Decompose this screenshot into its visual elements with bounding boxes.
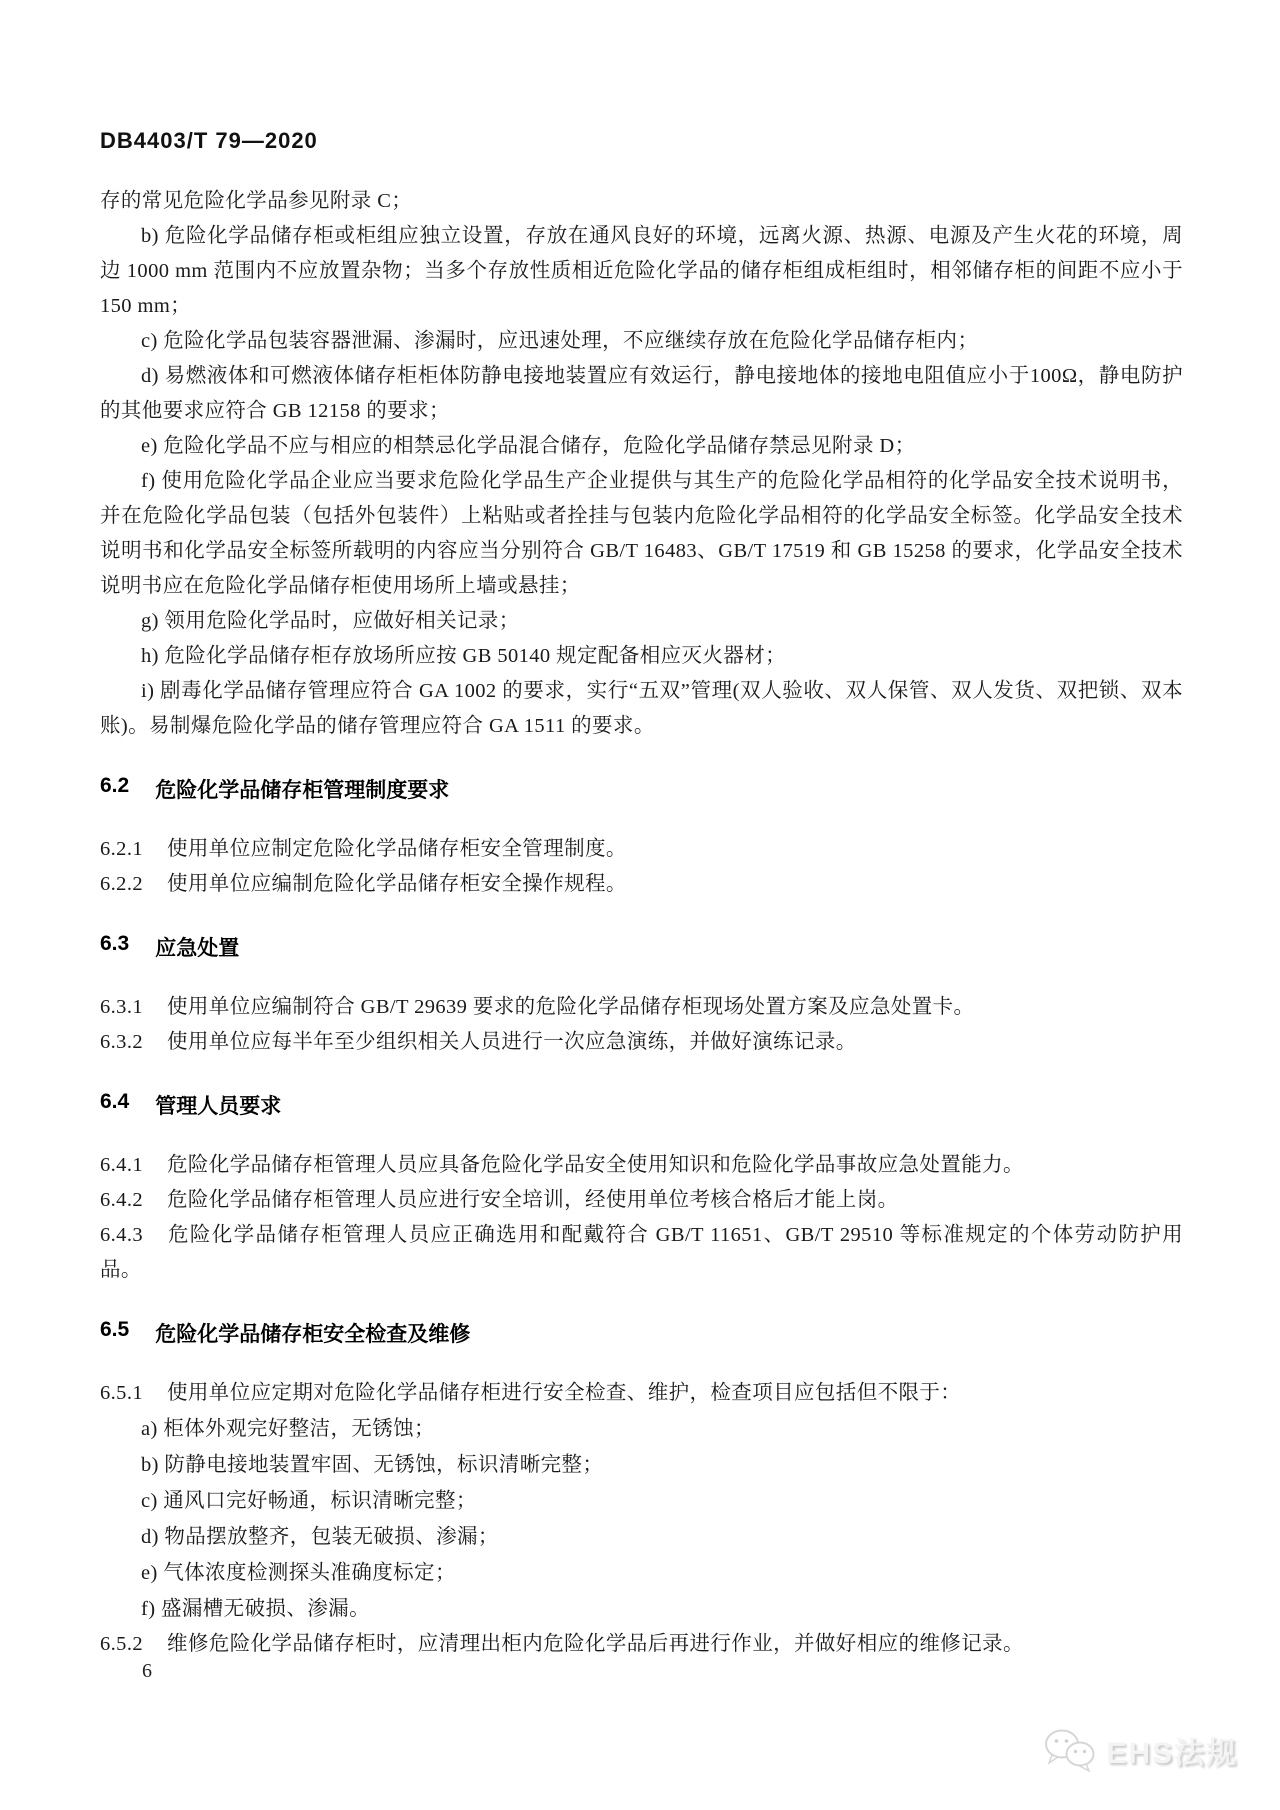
section-heading-6-5 (100, 1318, 1183, 1348)
clause-6-4-1 (100, 1148, 1183, 1183)
watermark-label: EHS法规 (1106, 1737, 1238, 1770)
list-item-e: e) 危险化学品不应与相应的相禁忌化学品混合储存，危险化学品储存禁忌见附录 D； (141, 435, 916, 457)
clause-6-5-2 (100, 1627, 1183, 1662)
clause-text: 危险化学品储存柜管理人员应具备危险化学品安全使用知识和危险化学品事故应急处置能力。 (167, 1154, 1024, 1176)
intro-paragraph: 存的常见危险化学品参见附录 C； (100, 190, 413, 212)
section-number: 6.4 (100, 1090, 130, 1113)
section-6-5-clauses (100, 1376, 1183, 1662)
section-heading-6-4 (100, 1090, 1183, 1120)
list-item-c: c) 危险化学品包装容器泄漏、渗漏时，应迅速处理，不应继续存放在危险化学品储存柜内； (141, 330, 979, 352)
list-item-d: d) 易燃液体和可燃液体储存柜柜体防静电接地装置应有效运行，静电接地体的接地电阻值应小于100Ω，静电防护的其他要求应符合 GB 12158 的要求； (100, 365, 1183, 422)
section-title: 危险化学品储存柜管理制度要求 (155, 779, 450, 802)
check-item-f: f) 盛漏槽无破损、渗漏。 (141, 1598, 370, 1620)
section-title: 管理人员要求 (155, 1095, 282, 1118)
clause-number: 6.3.2 (100, 1031, 143, 1053)
list-item-i: i) 剧毒化学品储存管理应符合 GA 1002 的要求，实行“五双”管理(双人验收、双人保管、双人发货、双把锁、双本账)。易制爆危险化学品的储存管理应符合 GA 1511 的要求。 (100, 680, 1183, 737)
section-title: 应急处置 (155, 937, 240, 960)
clause-6-2-1 (100, 832, 1183, 867)
section-number: 6.2 (100, 774, 130, 797)
clause-text: 使用单位应编制危险化学品储存柜安全操作规程。 (167, 873, 627, 895)
clause-number: 6.4.2 (100, 1189, 143, 1211)
section-6-3-clauses (100, 990, 1183, 1060)
list-item-b: b) 危险化学品储存柜或柜组应独立设置，存放在通风良好的环境，远离火源、热源、电源及产生火花的环境，周边 1000 mm 范围内不应放置杂物；当多个存放性质相近危险化学品的储存柜组成柜组时，相邻储存柜的间距不应小于 150 mm； (100, 225, 1183, 317)
clause-text: 使用单位应定期对危险化学品储存柜进行安全检查、维护，检查项目应包括但不限于： (167, 1382, 962, 1404)
clause-6-5-1 (100, 1376, 1183, 1411)
section-6-4-clauses (100, 1148, 1183, 1288)
list-item-g: g) 领用危险化学品时，应做好相关记录； (141, 610, 520, 632)
clause-6-4-3 (100, 1218, 1183, 1288)
section-heading-6-2 (100, 774, 1183, 804)
clause-number: 6.3.1 (100, 996, 143, 1018)
clause-text: 危险化学品储存柜管理人员应进行安全培训，经使用单位考核合格后才能上岗。 (167, 1189, 899, 1211)
clause-6-3-1 (100, 990, 1183, 1025)
document-number: DB4403/T 79—2020 (100, 128, 318, 153)
clause-6-4-2 (100, 1183, 1183, 1218)
clause-text: 危险化学品储存柜管理人员应正确选用和配戴符合 GB/T 11651、GB/T 29510 等标准规定的个体劳动防护用品。 (100, 1224, 1183, 1281)
clause-6-2-2 (100, 867, 1183, 902)
section-title: 危险化学品储存柜安全检查及维修 (155, 1323, 471, 1346)
clause-6-3-2 (100, 1025, 1183, 1060)
clause-text: 使用单位应每半年至少组织相关人员进行一次应急演练，并做好演练记录。 (167, 1031, 857, 1053)
check-item-c: c) 通风口完好畅通，标识清晰完整； (141, 1490, 477, 1512)
watermark (1042, 1728, 1238, 1772)
clause-number: 6.2.1 (100, 838, 143, 860)
clause-text: 使用单位应编制符合 GB/T 29639 要求的危险化学品储存柜现场处置方案及应急处置卡。 (167, 996, 975, 1018)
clause-number: 6.4.3 (100, 1224, 143, 1246)
clause-number: 6.5.1 (100, 1382, 143, 1404)
page-number: 6 (142, 1660, 152, 1682)
clause-text: 维修危险化学品储存柜时，应清理出柜内危险化学品后再进行作业，并做好相应的维修记录。 (167, 1633, 1024, 1655)
check-item-b: b) 防静电接地装置牢固、无锈蚀，标识清晰完整； (141, 1454, 604, 1476)
check-item-e: e) 气体浓度检测探头准确度标定； (141, 1562, 456, 1584)
wechat-icon (1042, 1728, 1098, 1772)
clause-number: 6.5.2 (100, 1633, 143, 1655)
check-item-a: a) 柜体外观完好整洁，无锈蚀； (141, 1418, 435, 1440)
section-number: 6.5 (100, 1318, 130, 1341)
clause-text: 使用单位应制定危险化学品储存柜安全管理制度。 (167, 838, 627, 860)
clause-number: 6.2.2 (100, 873, 143, 895)
clause-number: 6.4.1 (100, 1154, 143, 1176)
list-item-h: h) 危险化学品储存柜存放场所应按 GB 50140 规定配备相应灭火器材； (141, 645, 787, 667)
document-content (100, 128, 1183, 1662)
section-6-2-clauses (100, 832, 1183, 902)
section-number: 6.3 (100, 932, 130, 955)
check-item-d: d) 物品摆放整齐，包装无破损、渗漏； (141, 1526, 499, 1548)
section-heading-6-3 (100, 932, 1183, 962)
list-item-f: f) 使用危险化学品企业应当要求危险化学品生产企业提供与其生产的危险化学品相符的化学品安全技术说明书，并在危险化学品包装（包括外包装件）上粘贴或者拴挂与包装内危险化学品相符的化学品安全标签。化学品安全技术说明书和化学品安全标签所载明的内容应当分别符合 GB/T 16483、GB/T 17519 和 GB 15258 的要求，化学品安全技术说明书应在危险化学品储存柜使用场所上墙或悬挂； (100, 470, 1183, 597)
